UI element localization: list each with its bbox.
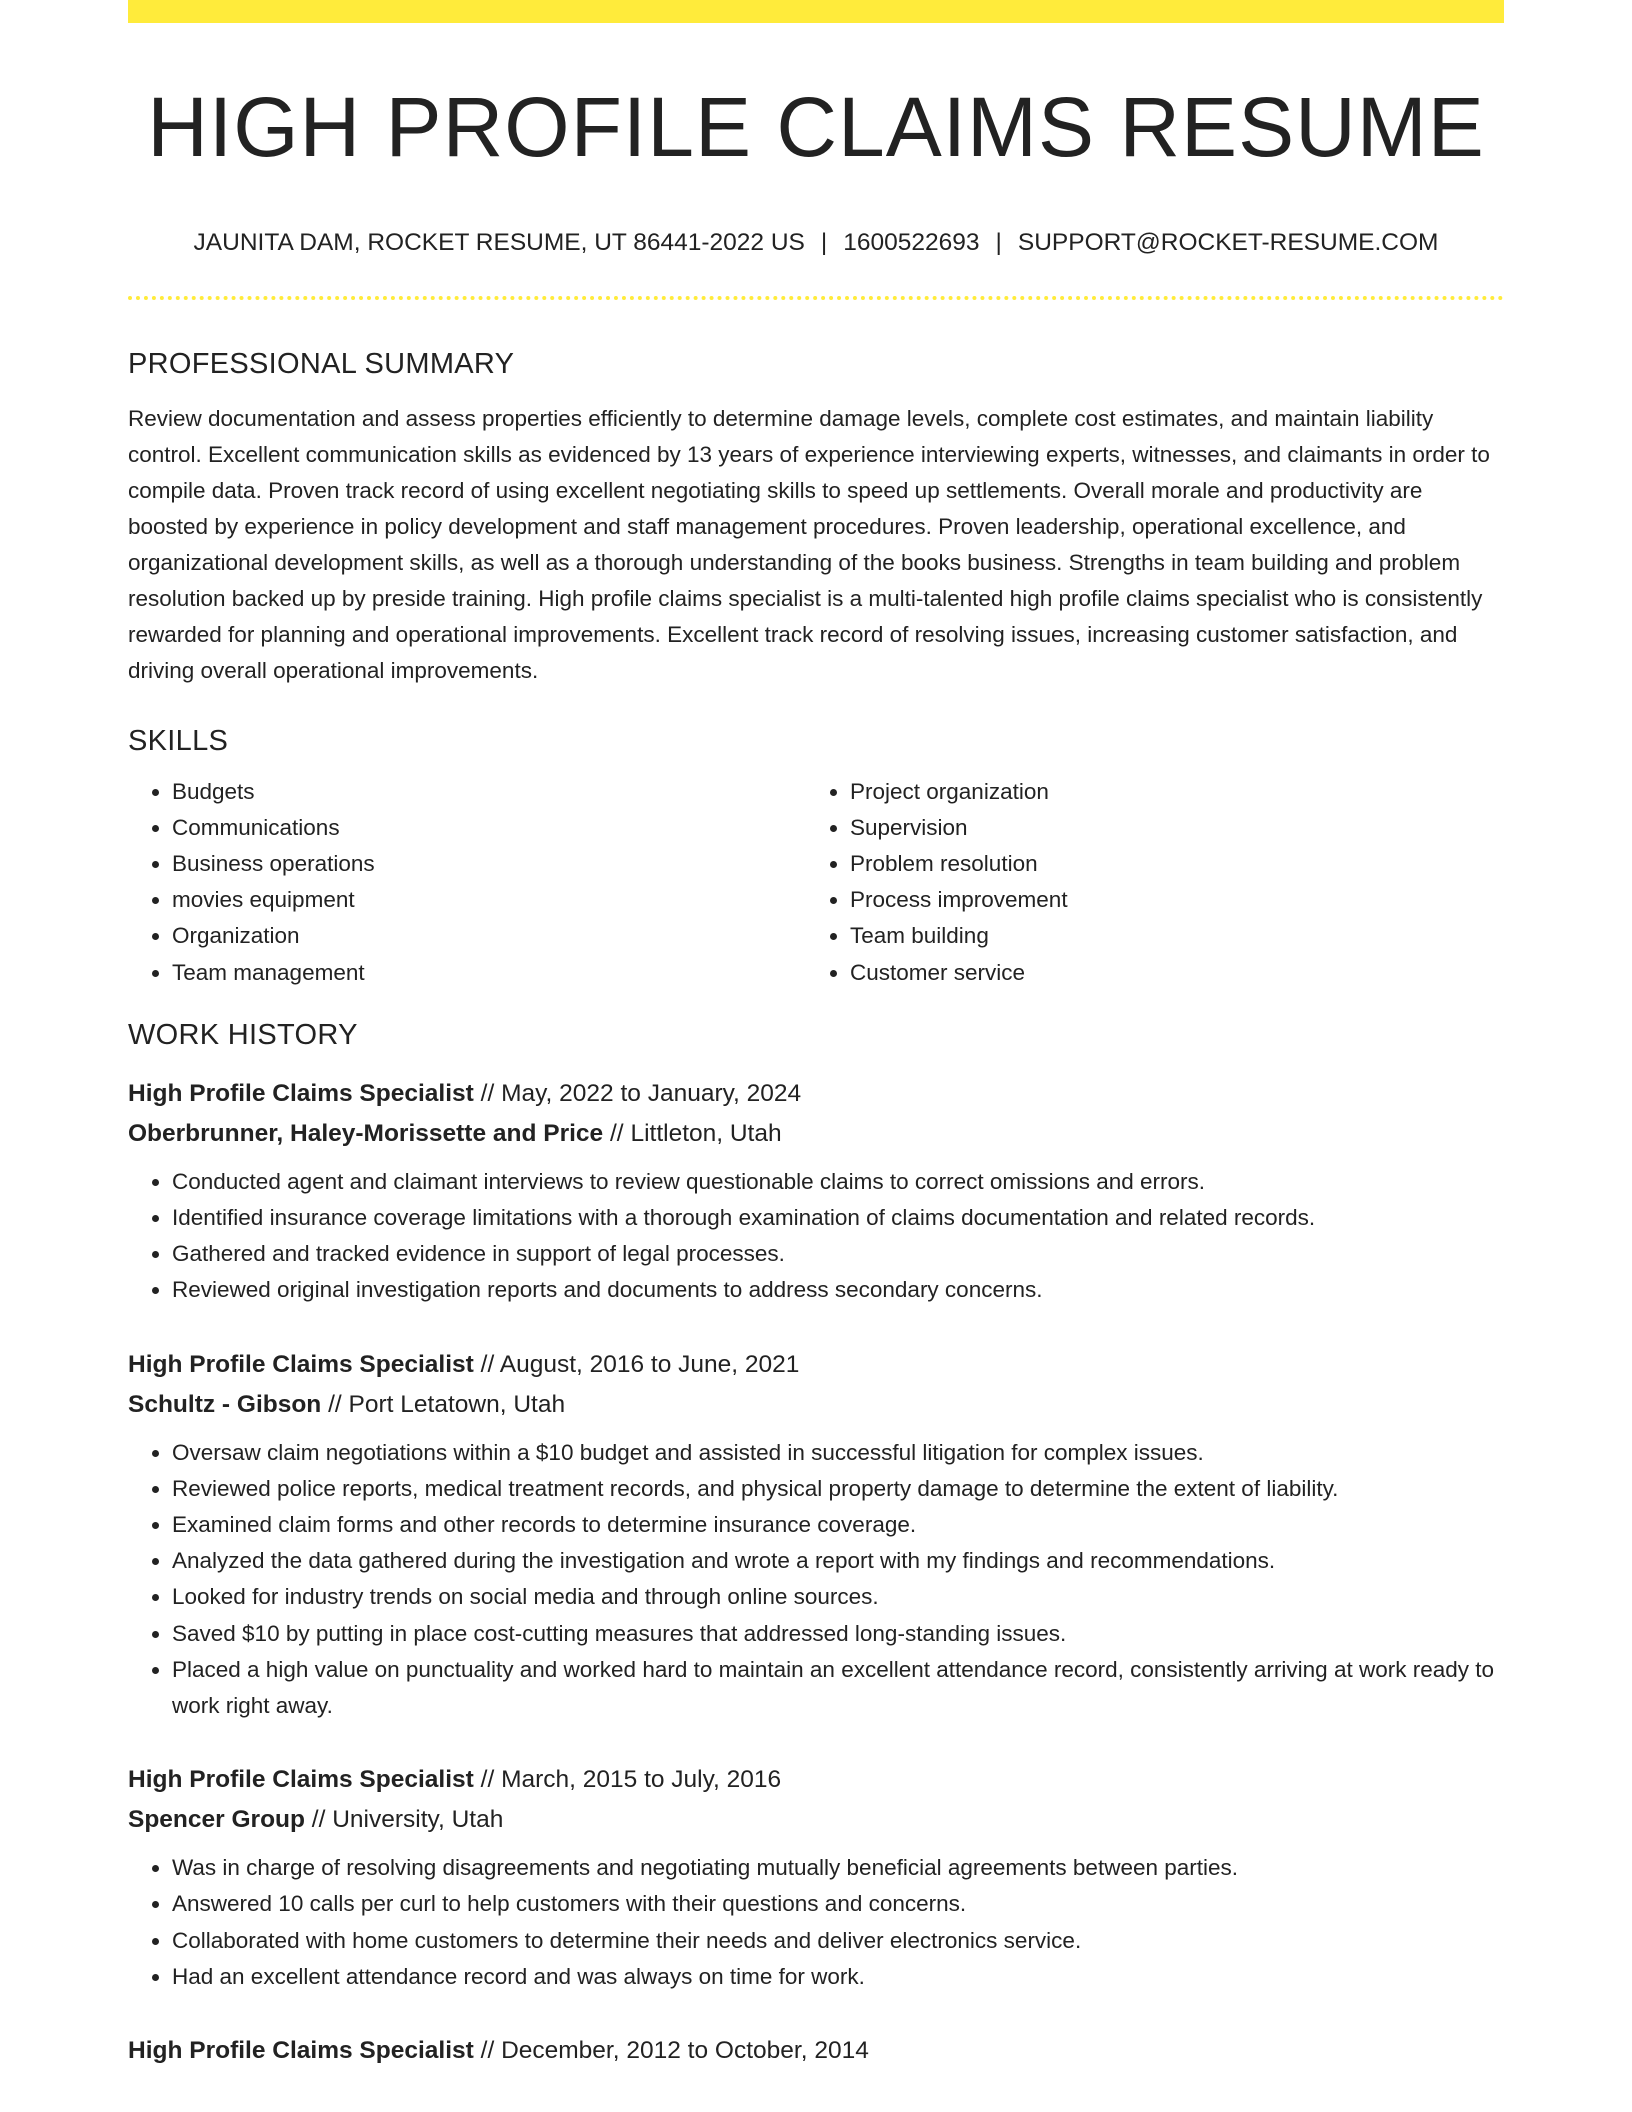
contact-line [128,231,1504,256]
contact-separator: | [820,229,828,256]
job-separator: // [480,1350,495,1378]
skill-item: • Customer service [850,955,1484,991]
job-bullet: • Gathered and tracked evidence in support of legal processes. [172,1236,1504,1272]
job-bullet: • Oversaw claim negotiations within a $10 budget and assisted in successful litigation for complex issues. [172,1435,1504,1471]
job-bullet: • Answered 10 calls per curl to help customers with their questions and concerns. [172,1886,1504,1922]
summary-heading: PROFESSIONAL SUMMARY [128,347,515,380]
job-separator: // [328,1390,342,1418]
job-company-line [128,1114,1504,1154]
job-bullet: • Saved $10 by putting in place cost-cutting measures that addressed long-standing issues. [172,1616,1504,1652]
job-bullet: • Analyzed the data gathered during the investigation and wrote a report with my findings and recommendations. [172,1543,1504,1579]
skills-list-right [806,774,1484,991]
job-title-line [128,1760,1504,1800]
job-location: Port Letatown, Utah [348,1390,566,1418]
skill-item: • Budgets [172,774,806,810]
job-entry [128,2031,1504,2071]
skills-list-left [128,774,806,991]
skill-item: • Organization [172,918,806,954]
job-bullets [128,1435,1504,1725]
contact-address: JAUNITA DAM, ROCKET RESUME, UT 86441-2022 US [193,229,805,256]
job-separator: // [610,1119,624,1147]
job-title: High Profile Claims Specialist [128,1350,474,1378]
job-bullet: • Identified insurance coverage limitations with a thorough examination of claims documentation and related records. [172,1200,1504,1236]
job-entry [128,1760,1504,1995]
job-entry [128,1074,1504,1309]
job-title-line [128,2031,1504,2071]
skill-item: • Team building [850,918,1484,954]
job-company: Schultz - Gibson [128,1390,322,1418]
job-title-line [128,1345,1504,1385]
job-bullets [128,1164,1504,1309]
skill-item: • Project organization [850,774,1484,810]
contact-phone: 1600522693 [843,229,980,256]
job-bullet: • Conducted agent and claimant interviews to review questionable claims to correct omissions and errors. [172,1164,1504,1200]
skill-item: • Team management [172,955,806,991]
skill-item: • Business operations [172,846,806,882]
job-separator: // [480,2036,495,2064]
job-dates: March, 2015 to July, 2016 [501,1766,782,1794]
skills-columns [128,774,1504,991]
job-company: Oberbrunner, Haley-Morissette and Price [128,1119,604,1147]
dotted-divider [128,296,1504,300]
job-bullet: • Collaborated with home customers to determine their needs and deliver electronics service. [172,1923,1504,1959]
skill-item: • Process improvement [850,882,1484,918]
skill-item: • Supervision [850,810,1484,846]
job-entry [128,1345,1504,1725]
job-location: University, Utah [332,1806,504,1834]
job-bullet: • Looked for industry trends on social media and through online sources. [172,1579,1504,1615]
job-bullets [128,1850,1504,1995]
job-dates: May, 2022 to January, 2024 [501,1079,802,1107]
accent-top-bar [128,0,1504,23]
job-company-line [128,1800,1504,1840]
skills-heading: SKILLS [128,724,229,757]
job-separator: // [480,1766,495,1794]
job-bullet: • Reviewed police reports, medical treatment records, and physical property damage to determine the extent of liability. [172,1471,1504,1507]
job-dates: August, 2016 to June, 2021 [499,1350,800,1378]
resume-title: HIGH PROFILE CLAIMS RESUME [147,80,1485,174]
job-list [128,1074,1504,2071]
job-company-line [128,1385,1504,1425]
resume-page [128,0,1504,2071]
job-separator: // [311,1806,326,1834]
skill-item: • movies equipment [172,882,806,918]
job-separator: // [480,1079,495,1107]
job-bullet: • Examined claim forms and other records to determine insurance coverage. [172,1507,1504,1543]
summary-text: Review documentation and assess properties efficiently to determine damage levels, complete cost estimates, and maintain liability control. Excellent communication skills as evidenced by 13 years of experience interviewing experts, witnesses, and claimants in order to compile data. Proven track record of using excellent negotiating skills to speed up settlements. Overall morale and productivity are boosted by experience in policy development and staff management procedures. Proven leadership, operational excellence, and organizational development skills, as well as a thorough understanding of the books business. Strengths in team building and problem resolution backed up by preside training. High profile claims specialist is a multi-talented high profile claims specialist who is consistently rewarded for planning and operational improvements. Excellent track record of resolving issues, increasing customer satisfaction, and driving overall operational improvements. [128,405,1490,683]
summary-section [128,347,1504,689]
contact-email: SUPPORT@ROCKET-RESUME.COM [1017,229,1439,256]
job-bullet: • Had an excellent attendance record and was always on time for work. [172,1959,1504,1995]
job-dates: December, 2012 to October, 2014 [501,2036,869,2064]
skill-item: • Problem resolution [850,846,1484,882]
job-bullet: • Was in charge of resolving disagreements and negotiating mutually beneficial agreements between parties. [172,1850,1504,1886]
skills-section [128,724,1504,991]
job-bullet: • Reviewed original investigation reports and documents to address secondary concerns. [172,1272,1504,1308]
job-bullet: • Placed a high value on punctuality and worked hard to maintain an excellent attendance record, consistently arriving at work ready to work right away. [172,1652,1504,1724]
job-location: Littleton, Utah [630,1119,782,1147]
job-title: High Profile Claims Specialist [128,2036,474,2064]
work-history-section [128,1018,1504,2071]
job-company: Spencer Group [128,1806,305,1834]
work-history-heading: WORK HISTORY [128,1018,358,1051]
job-title-line [128,1074,1504,1114]
skill-item: • Communications [172,810,806,846]
job-title: High Profile Claims Specialist [128,1079,474,1107]
job-title: High Profile Claims Specialist [128,1766,474,1794]
contact-separator: | [995,229,1002,256]
